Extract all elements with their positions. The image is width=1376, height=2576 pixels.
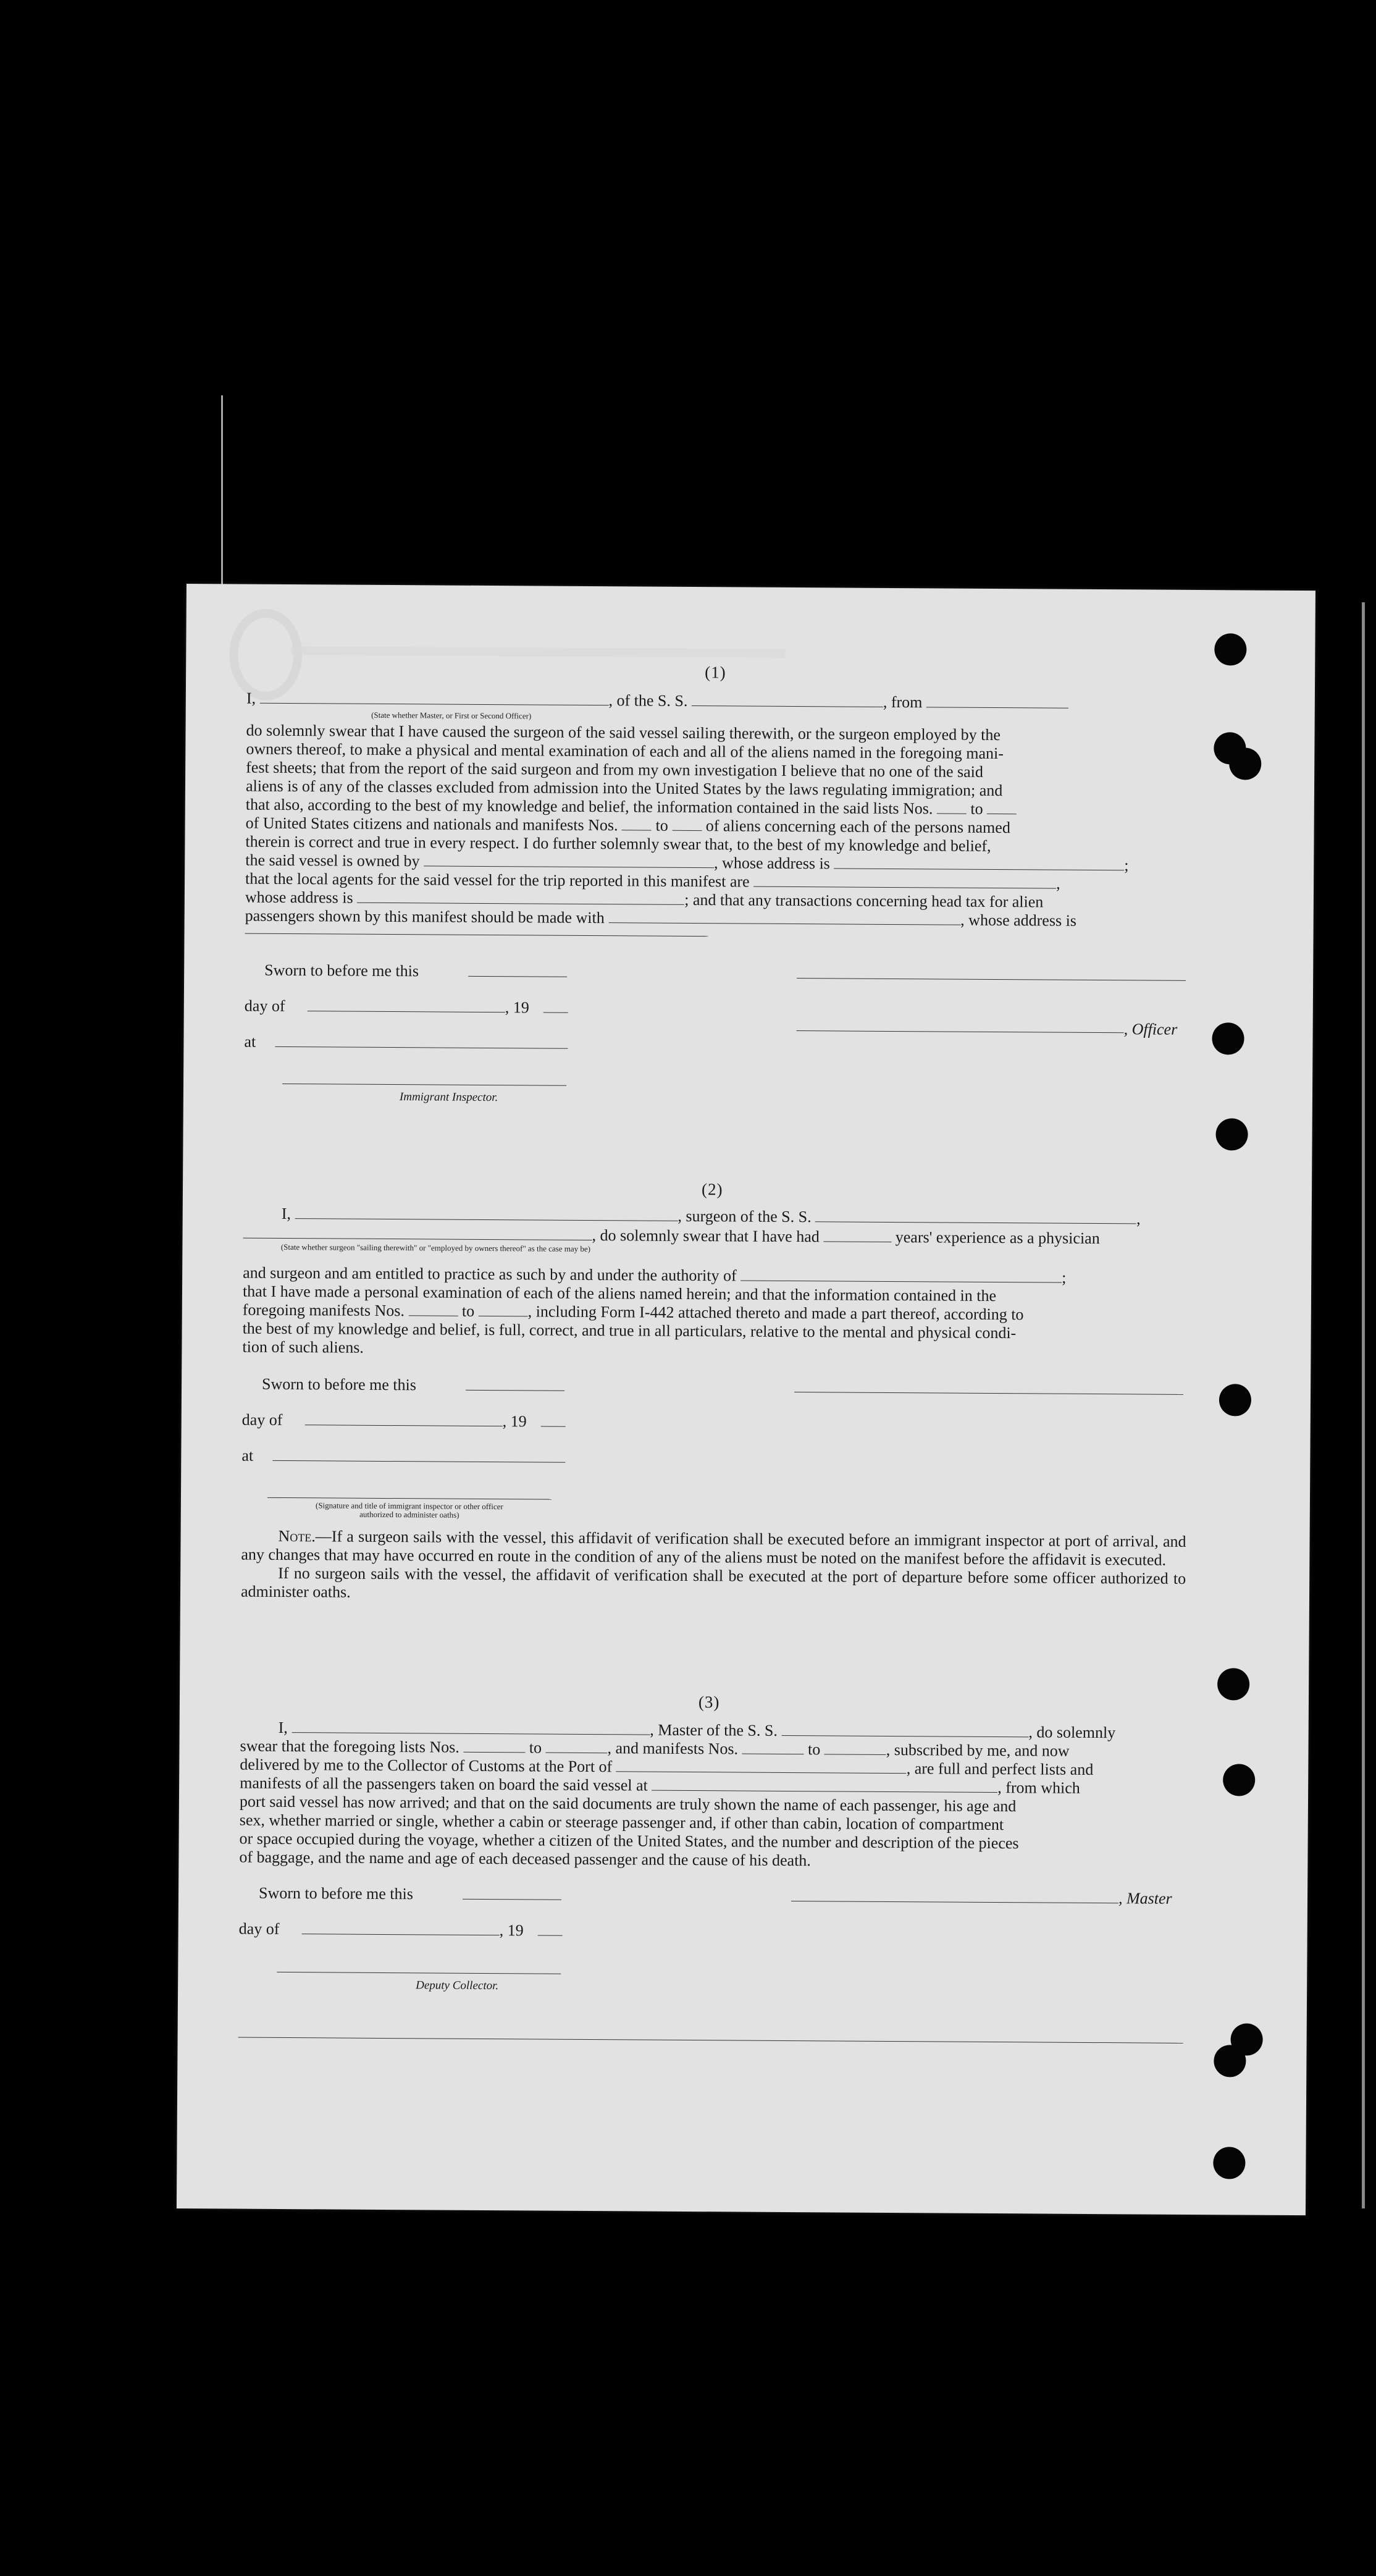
at-line-2[interactable] [272,1460,565,1463]
embarkation-port-blank[interactable] [652,1778,997,1793]
lists-from-blank[interactable] [463,1740,525,1753]
sworn-label-2: Sworn to before me this [262,1374,417,1394]
at-label-2: at [241,1446,254,1465]
surgeon-status-note: (State whether surgeon "sailing therewith" or "employed by owners thereof" as the case may be) [280,1242,591,1254]
manifest-to-blank[interactable] [672,818,702,831]
day-of-line-1[interactable] [308,1011,505,1012]
year-label-3: , 19 [499,1921,524,1940]
year-label-1: , 19 [505,998,529,1017]
section-1-body: do solemnly swear that I have caused the surgeon of the said vessel sailing therewith, or the surgeon employed by the owners thereof, to make a physical and mental examination of each and all of the aliens named in the foregoing mani- fest sheets; that from the report of the said surgeon and from my own investigation I believe that no one of the said aliens is of any of the classes excluded from admission into the United States by the laws regulating immigration; and that also, according to the best of my knowledge and belief, the information contained in the said lists Nos. to of United States citizens and nationals and manifests Nos. to of aliens concerning each of the persons named therein is correct and true in every respect. I do further solemnly swear that, to the best of my knowledge and belief, the said vessel is owned by , whose address is ; that the local agents for the said vessel for the trip reported in this manifest are , whose address is ; and that any transactions concerning head tax for alien passengers shown by this manifest should be made with , whose address is [245,721,1129,930]
surgeon-vessel-blank[interactable] [815,1209,1136,1224]
inspector-label: Immigrant Inspector. [399,1090,498,1105]
signature-title-note: (Signature and title of immigrant inspector or other officer authorized to administer oaths) [315,1501,503,1520]
punch-hole [1213,2147,1245,2179]
punch-hole [1223,1764,1255,1796]
officer-rank-note: (State whether Master, or First or Second Officer) [371,710,532,721]
sworn-label-1: Sworn to before me this [264,961,419,980]
collector-label: Deputy Collector. [416,1979,499,1993]
day-of-line-2[interactable] [305,1425,503,1426]
lists-to-blank[interactable] [545,1740,607,1754]
section-3-third-line: delivered by me to the Collector of Customs at the Port of , are full and perfect lists and [240,1755,1094,1779]
section-1-number: (1) [705,663,726,682]
section-3-number: (3) [698,1693,720,1712]
manifest-from-blank[interactable] [622,817,652,830]
bottom-rule [238,2037,1183,2044]
manifest-nos-from-blank[interactable] [408,1303,458,1316]
head-tax-contact-blank[interactable] [608,910,960,925]
section-2-number: (2) [701,1180,723,1199]
surgeon-signature-line[interactable] [794,1392,1183,1395]
year-label-2: , 19 [502,1412,527,1431]
scan-artifact [1362,602,1365,2208]
punch-hole [1219,1384,1251,1416]
manifest-affidavit-page [177,584,1315,2215]
section-1-first-line: I, , of the S. S. , from [246,689,1173,713]
vessel-name-blank[interactable] [692,693,883,707]
sworn-date-line-3[interactable] [463,1899,561,1900]
bleed-through-mark [291,646,785,658]
authorized-officer-signature-line[interactable] [267,1497,552,1500]
officer-label: , Officer [1123,1020,1178,1038]
port-blank[interactable] [616,1759,907,1774]
scan-artifact [221,395,223,593]
section-2-second-line: , do solemnly swear that I have had years' experience as a physician [243,1224,1188,1248]
punch-hole [1215,1118,1248,1150]
officer-signature-line[interactable] [797,1030,1124,1033]
collector-signature-line[interactable] [277,1972,561,1974]
punch-hole [1217,1668,1249,1700]
punch-hole [1212,1022,1244,1054]
vessel-owner-blank[interactable] [424,853,714,868]
officer-signature-top-line[interactable] [797,978,1186,981]
officer-name-blank[interactable] [259,691,608,705]
years-experience-blank[interactable] [823,1229,891,1242]
citizen-list-to-blank[interactable] [987,801,1017,814]
owner-address-blank[interactable] [834,856,1124,870]
master-label: , Master [1118,1889,1172,1908]
section-3-fourth-line: manifests of all the passengers taken on board the said vessel at , from which [240,1774,1080,1797]
section-3-body: port said vessel has now arrived; and that on the said documents are truly shown the name of each passenger, his age and sex, whether married or single, whether a cabin or steerage passenger and, if other than cabin, location of compartment or space occupied during the voyage, whether a citizen of the United States, and the number and description of the pieces of baggage, and the name and age of each deceased passenger and the cause of his death. [239,1792,1019,1870]
surgeon-name-blank[interactable] [295,1206,678,1221]
local-agents-blank[interactable] [753,874,1056,889]
section-3-first-line: I, , Master of the S. S. , do solemnly [278,1718,1116,1742]
section-3-second-line: swear that the foregoing lists Nos. to , and manifests Nos. to , subscribed by me, and now [240,1736,1070,1760]
authority-blank[interactable] [740,1268,1062,1283]
day-of-label-1: day of [244,996,285,1015]
punch-hole [1229,747,1261,780]
day-of-label-2: day of [241,1410,283,1429]
at-label-1: at [244,1032,256,1051]
manifests-to-blank[interactable] [824,1741,886,1755]
agents-address-blank[interactable] [357,890,684,905]
manifests-from-blank[interactable] [742,1741,804,1755]
master-vessel-blank[interactable] [781,1723,1028,1737]
year-line-3[interactable] [538,1935,563,1936]
manifest-nos-to-blank[interactable] [479,1303,528,1316]
head-tax-address-line[interactable] [245,933,708,937]
sworn-date-line-1[interactable] [468,976,567,977]
master-name-blank[interactable] [292,1720,650,1735]
surgeon-status-blank[interactable] [243,1226,592,1240]
at-line-1[interactable] [275,1046,568,1049]
day-of-line-3[interactable] [302,1934,500,1935]
punch-hole [1214,2045,1246,2077]
inspector-signature-line[interactable] [282,1084,566,1086]
sworn-date-line-2[interactable] [466,1390,564,1391]
citizen-list-from-blank[interactable] [937,801,967,814]
section-2-first-line: I, , surgeon of the S. S. , [281,1204,1141,1228]
surgeon-note-paragraph: Note.—If a surgeon sails with the vessel, this affidavit of verification shall be executed before an immigrant inspector at port of arrival, and any changes that may have occurred en route in the condition of any of the aliens must be noted on the manifest before the affidavit is executed. If no surgeon sails with the vessel, the affidavit of verification shall be executed at the port of departure before some officer authorized to administer oaths. [240,1526,1186,1601]
day-of-label-3: day of [238,1919,280,1938]
departure-port-blank[interactable] [926,694,1068,708]
year-line-1[interactable] [543,1012,568,1013]
sworn-label-3: Sworn to before me this [258,1884,413,1903]
section-2-body: and surgeon and am entitled to practice as such by and under the authority of ; that I have made a personal examination of each of the aliens named herein; and that the information contained in the foregoing manifests Nos. to , including Form I-442 attached thereto and made a part thereof, according to the best of my knowledge and belief, is full, correct, and true in all particulars, relative to the mental and physical condi- tion of such aliens. [242,1263,1067,1357]
year-line-2[interactable] [541,1426,566,1427]
punch-hole [1214,633,1246,665]
master-signature-line[interactable] [791,1901,1118,1903]
